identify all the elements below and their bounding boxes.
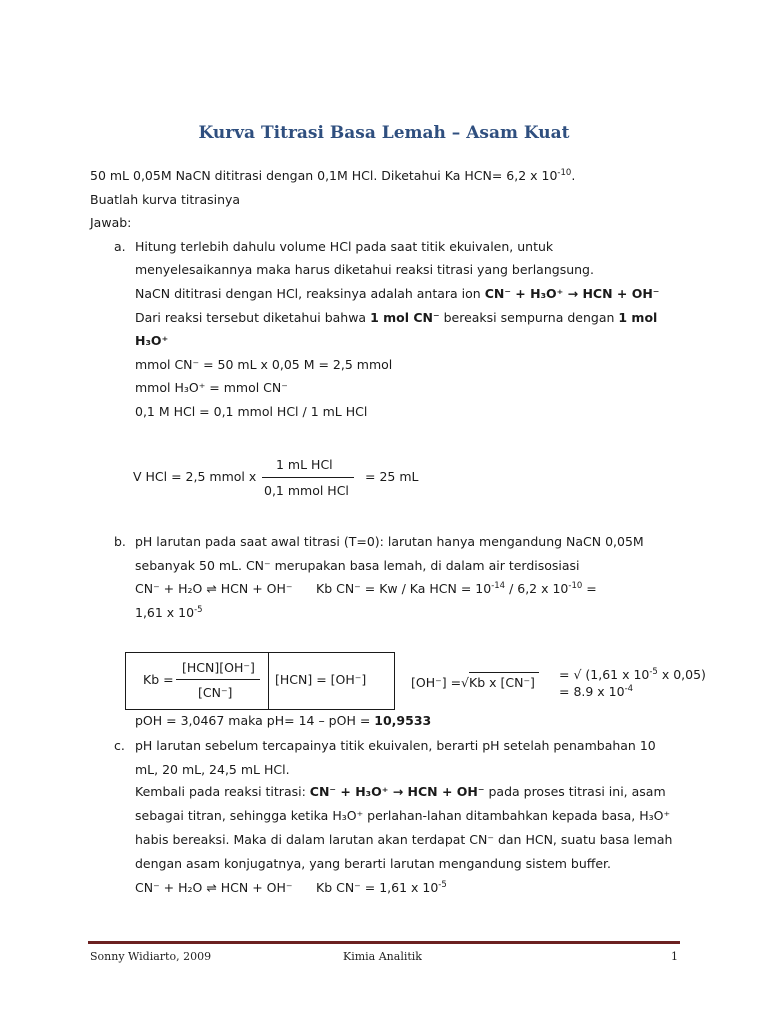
text: =	[582, 581, 597, 596]
section-a-line-6: mmol CN⁻ = 50 mL x 0,05 M = 2,5 mmol	[135, 357, 393, 372]
bold-term: H₃O⁺	[135, 333, 169, 348]
section-a-line-2: menyelesaikannya maka harus diketahui reaksi titrasi yang berlangsung.	[135, 262, 594, 277]
text: Kb CN⁻ = Kw / Ka HCN = 10	[316, 581, 492, 596]
fraction-bar	[176, 679, 260, 680]
section-c-marker: c.	[114, 738, 125, 753]
kb-numerator: [HCN][OH⁻]	[182, 660, 255, 675]
poh-line	[135, 712, 431, 730]
dissociation-equation: CN⁻ + H₂O ⇌ HCN + OH⁻	[135, 880, 293, 895]
exponent: -5	[649, 666, 658, 677]
section-b-line-1: pH larutan pada saat awal titrasi (T=0): larutan hanya mengandung NaCN 0,05M	[135, 534, 644, 549]
section-a-line-3	[135, 285, 659, 303]
problem-statement	[90, 167, 575, 185]
table-divider	[268, 652, 269, 710]
text: NaCN dititrasi dengan HCl, reaksinya adalah antara ion	[135, 286, 485, 301]
sqrt-symbol: √	[461, 675, 470, 690]
kb-calculation	[316, 580, 597, 598]
exponent: -5	[438, 879, 447, 890]
sqrt-content: Kb x [CN⁻]	[469, 672, 539, 692]
kb-label: Kb =	[143, 672, 174, 687]
text: x 0,05)	[657, 667, 706, 682]
answer-label: Jawab:	[90, 215, 132, 230]
section-a-line-1: Hitung terlebih dahulu volume HCl pada saat titik ekuivalen, untuk	[135, 239, 554, 254]
text: pada proses titrasi ini, asam	[484, 784, 666, 799]
vhcl-left: V HCl = 2,5 mmol x	[133, 469, 257, 484]
section-a-line-4	[135, 309, 657, 327]
text: Kb CN⁻ = 1,61 x 10	[316, 880, 439, 895]
section-a-line-7: mmol H₃O⁺ = mmol CN⁻	[135, 380, 288, 395]
vhcl-denominator: 0,1 mmol HCl	[264, 483, 349, 498]
document-title: Kurva Titrasi Basa Lemah – Asam Kuat	[198, 123, 570, 143]
text: = √ (1,61 x 10	[559, 667, 650, 682]
kb-value	[316, 879, 447, 897]
oh-calc-line-2	[559, 683, 633, 701]
section-c-line-4: sebagai titran, sehingga ketika H₃O⁺ perlahan-lahan ditambahkan kepada basa, H₃O⁺	[135, 808, 671, 823]
section-b-marker: b.	[114, 534, 126, 549]
reaction-equation: CN⁻ + H₃O⁺ → HCN + OH⁻	[309, 784, 485, 799]
text: Kembali pada reaksi titrasi:	[135, 784, 310, 799]
bold-term: 1 mol CN⁻	[370, 310, 440, 325]
section-b-line-3	[135, 580, 293, 598]
text: bereaksi sempurna dengan	[439, 310, 619, 325]
section-c-line-3	[135, 783, 666, 801]
section-c-line-5: habis bereaksi. Maka di dalam larutan akan terdapat CN⁻ dan HCN, suatu basa lemah	[135, 832, 673, 847]
text: / 6,2 x 10	[505, 581, 569, 596]
vhcl-result: = 25 mL	[365, 469, 419, 484]
exponent: -14	[491, 580, 506, 591]
vhcl-numerator: 1 mL HCl	[276, 457, 333, 472]
problem-task: Buatlah kurva titrasinya	[90, 192, 241, 207]
equality-cell: [HCN] = [OH⁻]	[275, 672, 367, 687]
text: pOH = 3,0467 maka pH= 14 – pOH =	[135, 713, 375, 728]
section-b-line-2: sebanyak 50 mL. CN⁻ merupakan basa lemah, di dalam air terdisosiasi	[135, 558, 580, 573]
period: .	[571, 168, 576, 183]
reaction-equation: CN⁻ + H₃O⁺ → HCN + OH⁻	[484, 286, 660, 301]
text: [OH⁻] =	[411, 675, 462, 690]
footer-rule	[88, 941, 680, 944]
text: = 8.9 x 10	[559, 684, 625, 699]
oh-formula	[411, 672, 539, 692]
section-c-line-1: pH larutan sebelum tercapainya titik ekuivalen, berarti pH setelah penambahan 10	[135, 738, 656, 753]
problem-text: 50 mL 0,05M NaCN dititrasi dengan 0,1M HCl. Diketahui Ka HCN= 6,2 x 10	[90, 168, 558, 183]
section-c-line-7	[135, 879, 293, 897]
footer-course: Kimia Analitik	[343, 950, 422, 963]
text: Dari reaksi tersebut diketahui bahwa	[135, 310, 371, 325]
exponent: -4	[624, 683, 634, 694]
exponent: -10	[557, 167, 572, 178]
dissociation-equation: CN⁻ + H₂O ⇌ HCN + OH⁻	[135, 581, 293, 596]
section-c-line-2: mL, 20 mL, 24,5 mL HCl.	[135, 762, 290, 777]
section-a-marker: a.	[114, 239, 126, 254]
kb-denominator: [CN⁻]	[198, 685, 233, 700]
fraction-bar	[262, 477, 354, 478]
text: 1,61 x 10	[135, 605, 195, 620]
exponent: -5	[194, 604, 203, 615]
section-a-line-5	[135, 332, 168, 350]
ph-result: 10,9533	[374, 713, 432, 728]
oh-calc-line-1	[559, 666, 706, 684]
footer-author: Sonny Widiarto, 2009	[90, 950, 212, 963]
section-c-line-6: dengan asam konjugatnya, yang berarti larutan mengandung sistem buffer.	[135, 856, 612, 871]
kb-result	[135, 604, 203, 622]
section-a-line-8: 0,1 M HCl = 0,1 mmol HCl / 1 mL HCl	[135, 404, 368, 419]
exponent: -10	[568, 580, 583, 591]
bold-term: 1 mol	[618, 310, 658, 325]
page-number: 1	[671, 950, 678, 963]
